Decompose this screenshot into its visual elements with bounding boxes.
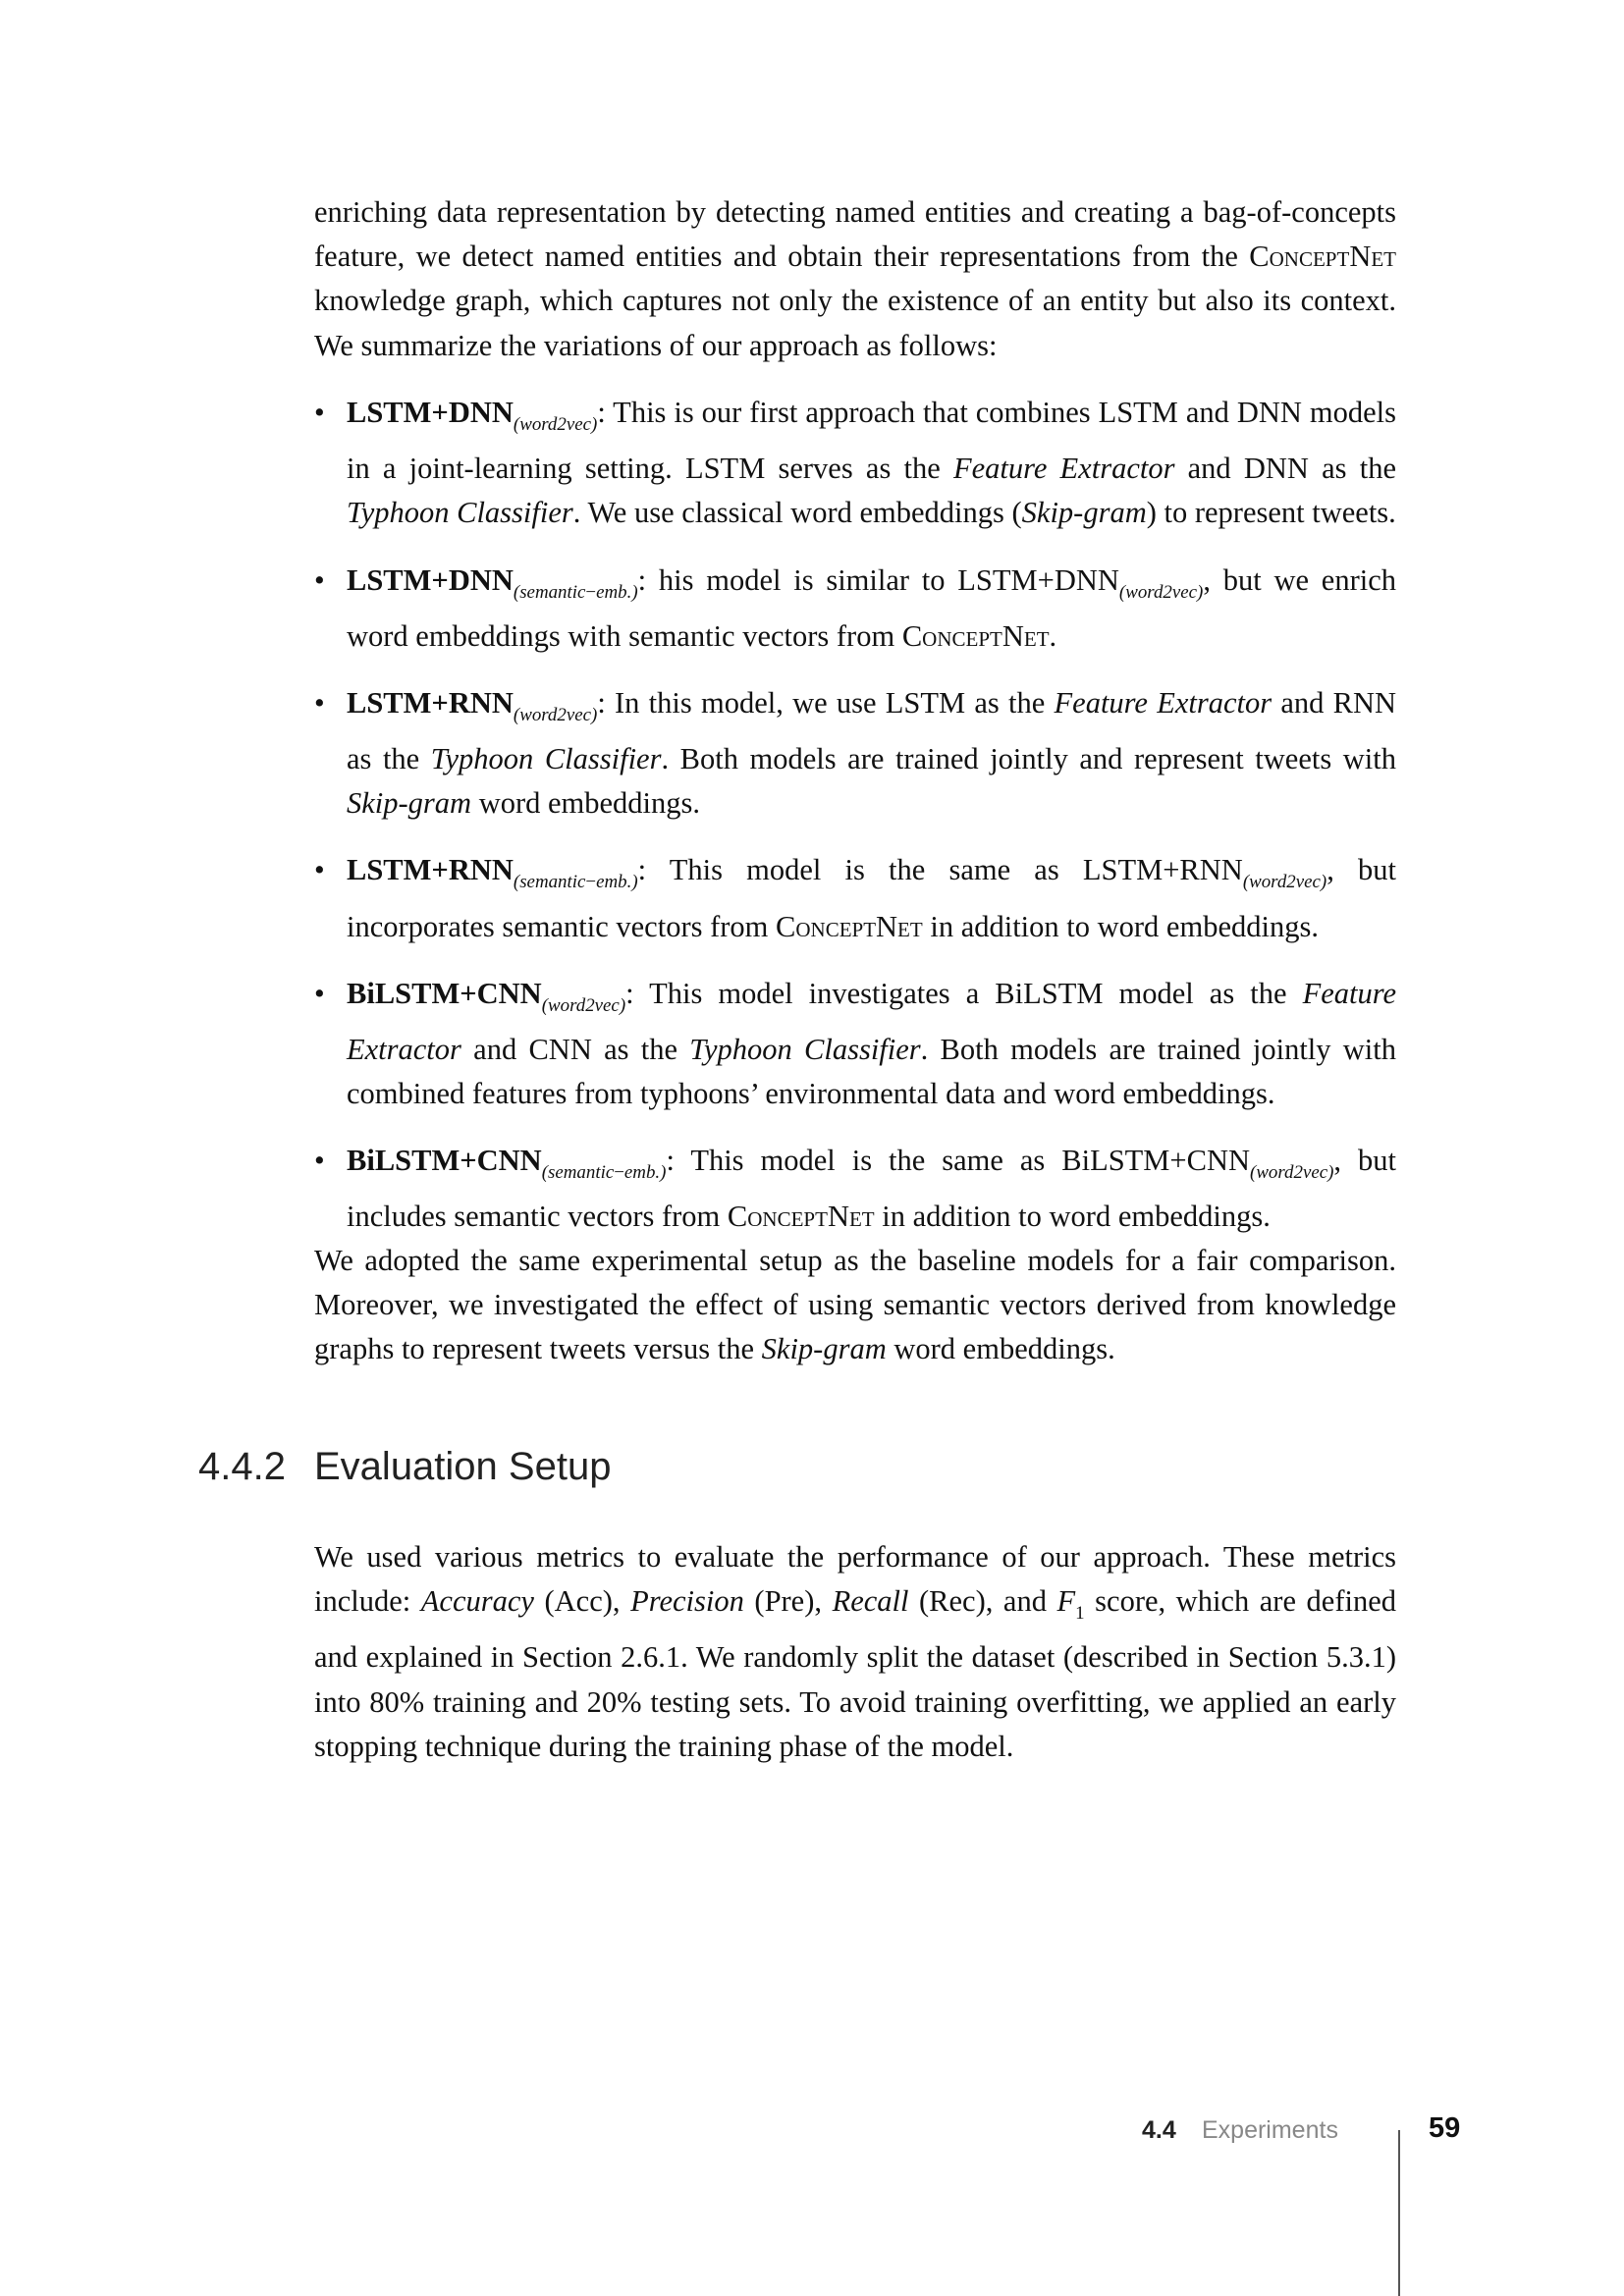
evaluation-paragraph: We used various metrics to evaluate the performance of our approach. These metrics include: Accuracy (Acc), Precision (Pre), Recall (Rec), and $F_1$ score, which are defined and explained in Section 2.6.1. We randomly split the dataset (described in Section 5.3.1) into 80% training and 20% testing sets. To avoid training overfitting, we applied an early stopping technique during the training phase of the model. — [314, 1540, 1396, 1763]
list-item: • $LSTM+RNN_{(semantic-emb.)}$: This model is the same as $LSTM+RNN_{(word2vec)}$, but incorporates semantic vectors from ConceptNet in addition to word embeddings. — [314, 848, 1396, 948]
footer-section-number: 4.4 — [1142, 2116, 1176, 2144]
section-title: Evaluation Setup — [314, 1445, 612, 1488]
section-heading — [198, 1439, 611, 1494]
list-item: • $LSTM+DNN_{(word2vec)}$: This is our first approach that combines LSTM and DNN models in a joint-learning setting. LSTM serves as the Feature Extractor and DNN as the Typhoon Classifier. We use classical word embeddings (Skip-gram) to represent tweets. — [314, 391, 1396, 536]
list-item: • $LSTM+RNN_{(word2vec)}$: In this model, we use LSTM as the Feature Extractor and RNN as the Typhoon Classifier. Both models are trained jointly and represent tweets with Skip-gram word embeddings. — [314, 681, 1396, 827]
list-item: • $BiLSTM+CNN_{(semantic-emb.)}$: This model is the same as $BiLSTM+CNN_{(word2vec)}$, but includes semantic vectors from ConceptNet in addition to word embeddings. — [314, 1139, 1396, 1239]
list-item: • $BiLSTM+CNN_{(word2vec)}$: This model investigates a BiLSTM model as the Feature Extractor and CNN as the Typhoon Classifier. Both models are trained jointly with combined features from typhoons’ environmental data and word embeddings. — [314, 972, 1396, 1117]
footer-section-title: Experiments — [1202, 2116, 1338, 2144]
page-number: 59 — [1429, 2112, 1461, 2144]
setup-paragraph: We adopted the same experimental setup as the baseline models for a fair comparison. Moreover, we investigated the effect of using semantic vectors derived from knowledge graphs to represent tweets versus the Skip-gram word embeddings. — [314, 1244, 1396, 1366]
conceptnet-name: ConceptNet — [1249, 240, 1396, 274]
footer-divider — [1398, 2130, 1400, 2296]
section-number: 4.4.2 — [198, 1445, 286, 1488]
approach-variations-list — [314, 391, 1396, 1240]
intro-paragraph: enriching data representation by detecting named entities and creating a bag-of-concepts feature, we detect named entities and obtain their representations from the ConceptNet knowledge graph, which captures not only the existence of an entity but also its context. We summarize the variations of our approach as follows: — [314, 195, 1396, 362]
list-item: • $LSTM+DNN_{(semantic-emb.)}$: his model is similar to $LSTM+DNN_{(word2vec)}$, but we enrich word embeddings with semantic vectors from ConceptNet. — [314, 559, 1396, 659]
